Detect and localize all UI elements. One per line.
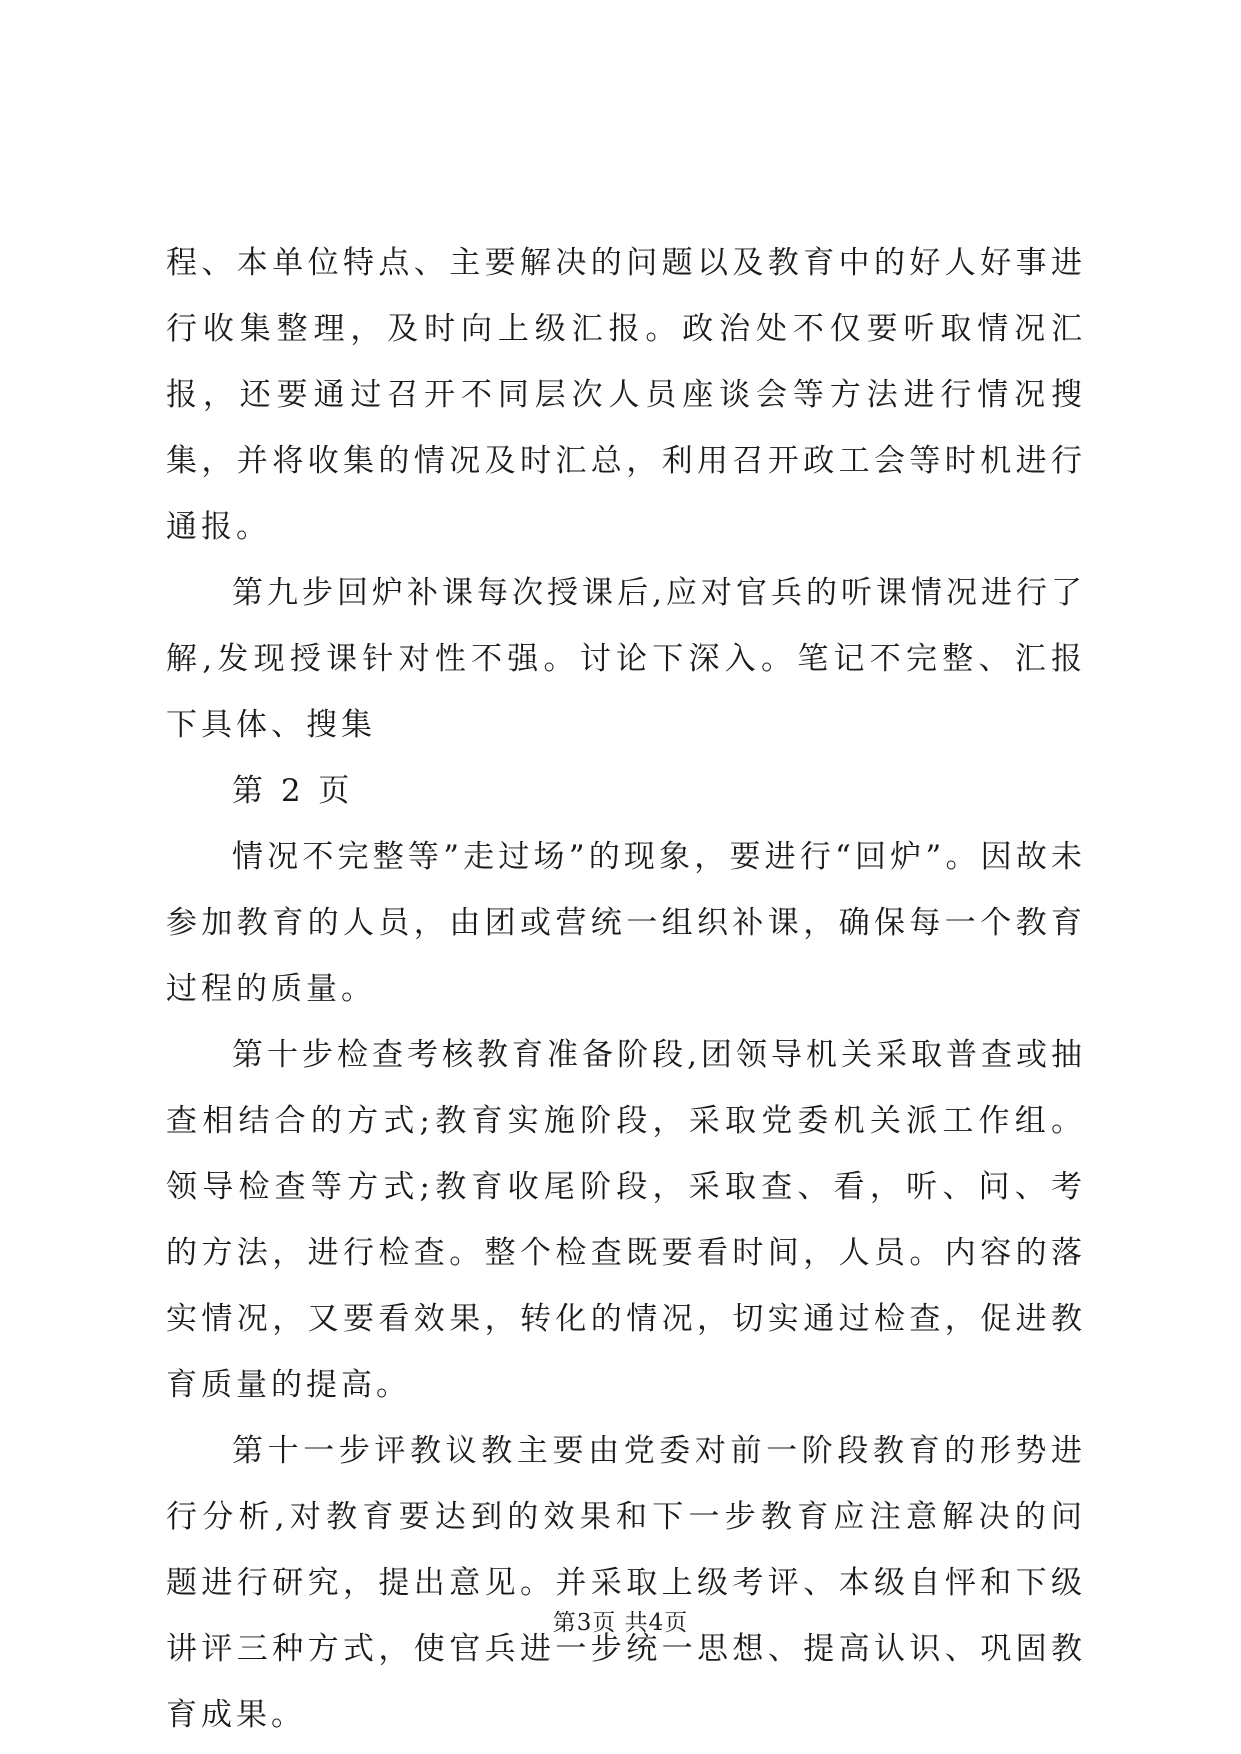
paragraph-step-10: 第十步检查考核教育准备阶段,团领导机关采取普查或抽查相结合的方式;教育实施阶段，采取党委机关派工作组。领导检查等方式;教育收尾阶段，采取查、看，听、问、考的方法，进行检查。整个检查既要看时间，人员。内容的落实情况，又要看效果，转化的情况，切实通过检查，促进教育质量的提高。	[166, 1037, 1086, 1403]
paragraph-continuation: 程、本单位特点、主要解决的问题以及教育中的好人好事进行收集整理，及时向上级汇报。政治处不仅要听取情况汇报，还要通过召开不同层次人员座谈会等方法进行情况搜集，并将收集的情况及时汇总，利用召开政工会等时机进行通报。	[166, 245, 1086, 545]
inline-page-marker: 第 2 页	[232, 773, 354, 809]
body-text	[166, 230, 1086, 1748]
paragraph-step-11: 第十一步评教议教主要由党委对前一阶段教育的形势进行分析,对教育要达到的效果和下一步教育应注意解决的问题进行研究，提出意见。并采取上级考评、本级自怦和下级讲评三种方式，使官兵进一步统一思想、提高认识、巩固教育成果。	[166, 1433, 1086, 1733]
page-footer: 第3页 共4页	[552, 1610, 689, 1636]
paragraph-step-9-continued: 情况不完整等”走过场”的现象，要进行“回炉”。因故未参加教育的人员，由团或营统一组织补课，确保每一个教育过程的质量。	[166, 839, 1086, 1007]
paragraph-step-9: 第九步回炉补课每次授课后,应对官兵的听课情况进行了解,发现授课针对性不强。讨论下深入。笔记不完整、汇报下具体、搜集	[166, 575, 1086, 743]
